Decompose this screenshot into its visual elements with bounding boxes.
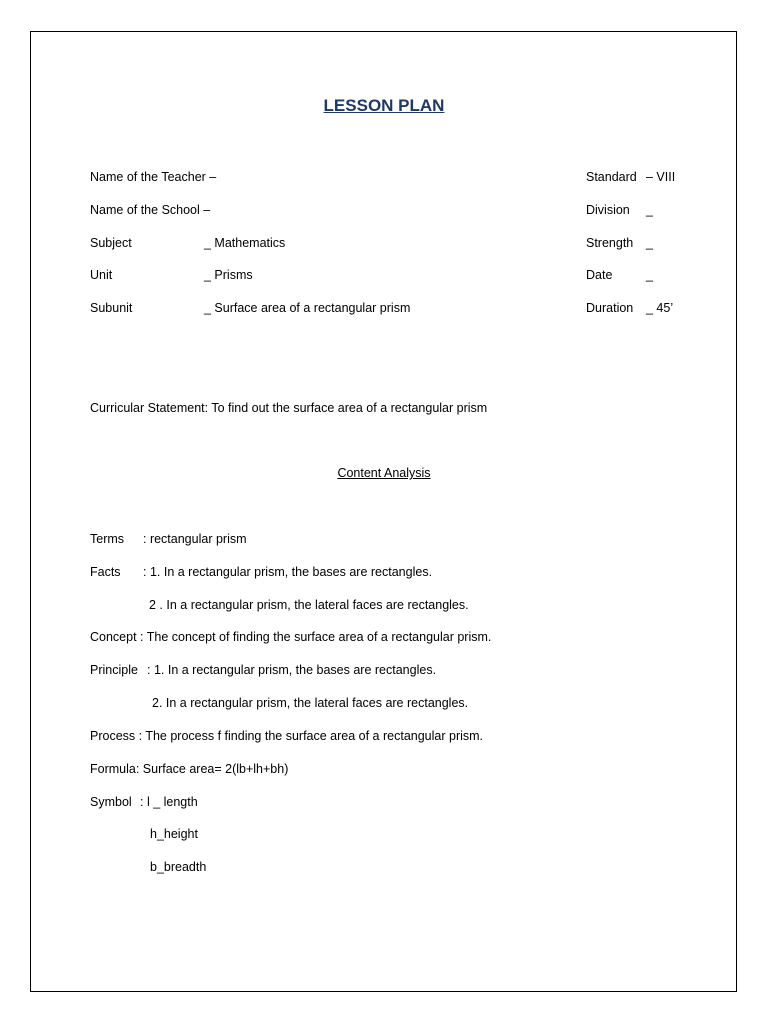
teacher-name-label: Name of the Teacher – <box>90 170 217 184</box>
standard-value: – VIII <box>646 170 676 184</box>
date-label: Date <box>586 268 613 282</box>
terms-value: : rectangular prism <box>143 532 247 546</box>
school-name-label: Name of the School – <box>90 203 211 217</box>
unit-value: _ Prisms <box>204 268 253 282</box>
page-title: LESSON PLAN <box>323 96 445 115</box>
facts-item-2: 2 . In a rectangular prism, the lateral faces are rectangles. <box>149 598 469 612</box>
symbol-item-2: h_height <box>150 827 198 841</box>
content-analysis-heading: Content Analysis <box>337 466 431 480</box>
duration-label: Duration <box>586 301 634 315</box>
strength-value: _ <box>646 236 653 250</box>
principle-label: Principle <box>90 663 138 677</box>
standard-label: Standard <box>586 170 637 184</box>
unit-label: Unit <box>90 268 113 282</box>
terms-label: Terms <box>90 532 125 546</box>
principle-item-2: 2. In a rectangular prism, the lateral faces are rectangles. <box>152 696 469 710</box>
symbol-item-3: b_breadth <box>150 860 207 874</box>
formula-line: Formula: Surface area= 2(lb+lh+bh) <box>90 762 289 776</box>
process-line: Process : The process f finding the surface area of a rectangular prism. <box>90 729 484 743</box>
symbol-item-1: : l _ length <box>140 795 198 809</box>
facts-item-1: : 1. In a rectangular prism, the bases are rectangles. <box>143 565 433 579</box>
division-label: Division <box>586 203 630 217</box>
strength-label: Strength <box>586 236 634 250</box>
principle-item-1: : 1. In a rectangular prism, the bases are rectangles. <box>147 663 437 677</box>
curricular-statement: Curricular Statement: To find out the surface area of a rectangular prism <box>90 401 488 415</box>
subject-label: Subject <box>90 236 132 250</box>
facts-label: Facts <box>90 565 121 579</box>
duration-value: _ 45’ <box>646 301 674 315</box>
division-value: _ <box>646 203 653 217</box>
date-value: _ <box>646 268 653 282</box>
subunit-label: Subunit <box>90 301 133 315</box>
subunit-value: _ Surface area of a rectangular prism <box>204 301 411 315</box>
subject-value: _ Mathematics <box>204 236 286 250</box>
symbol-label: Symbol <box>90 795 132 809</box>
concept-line: Concept : The concept of finding the surface area of a rectangular prism. <box>90 630 492 644</box>
